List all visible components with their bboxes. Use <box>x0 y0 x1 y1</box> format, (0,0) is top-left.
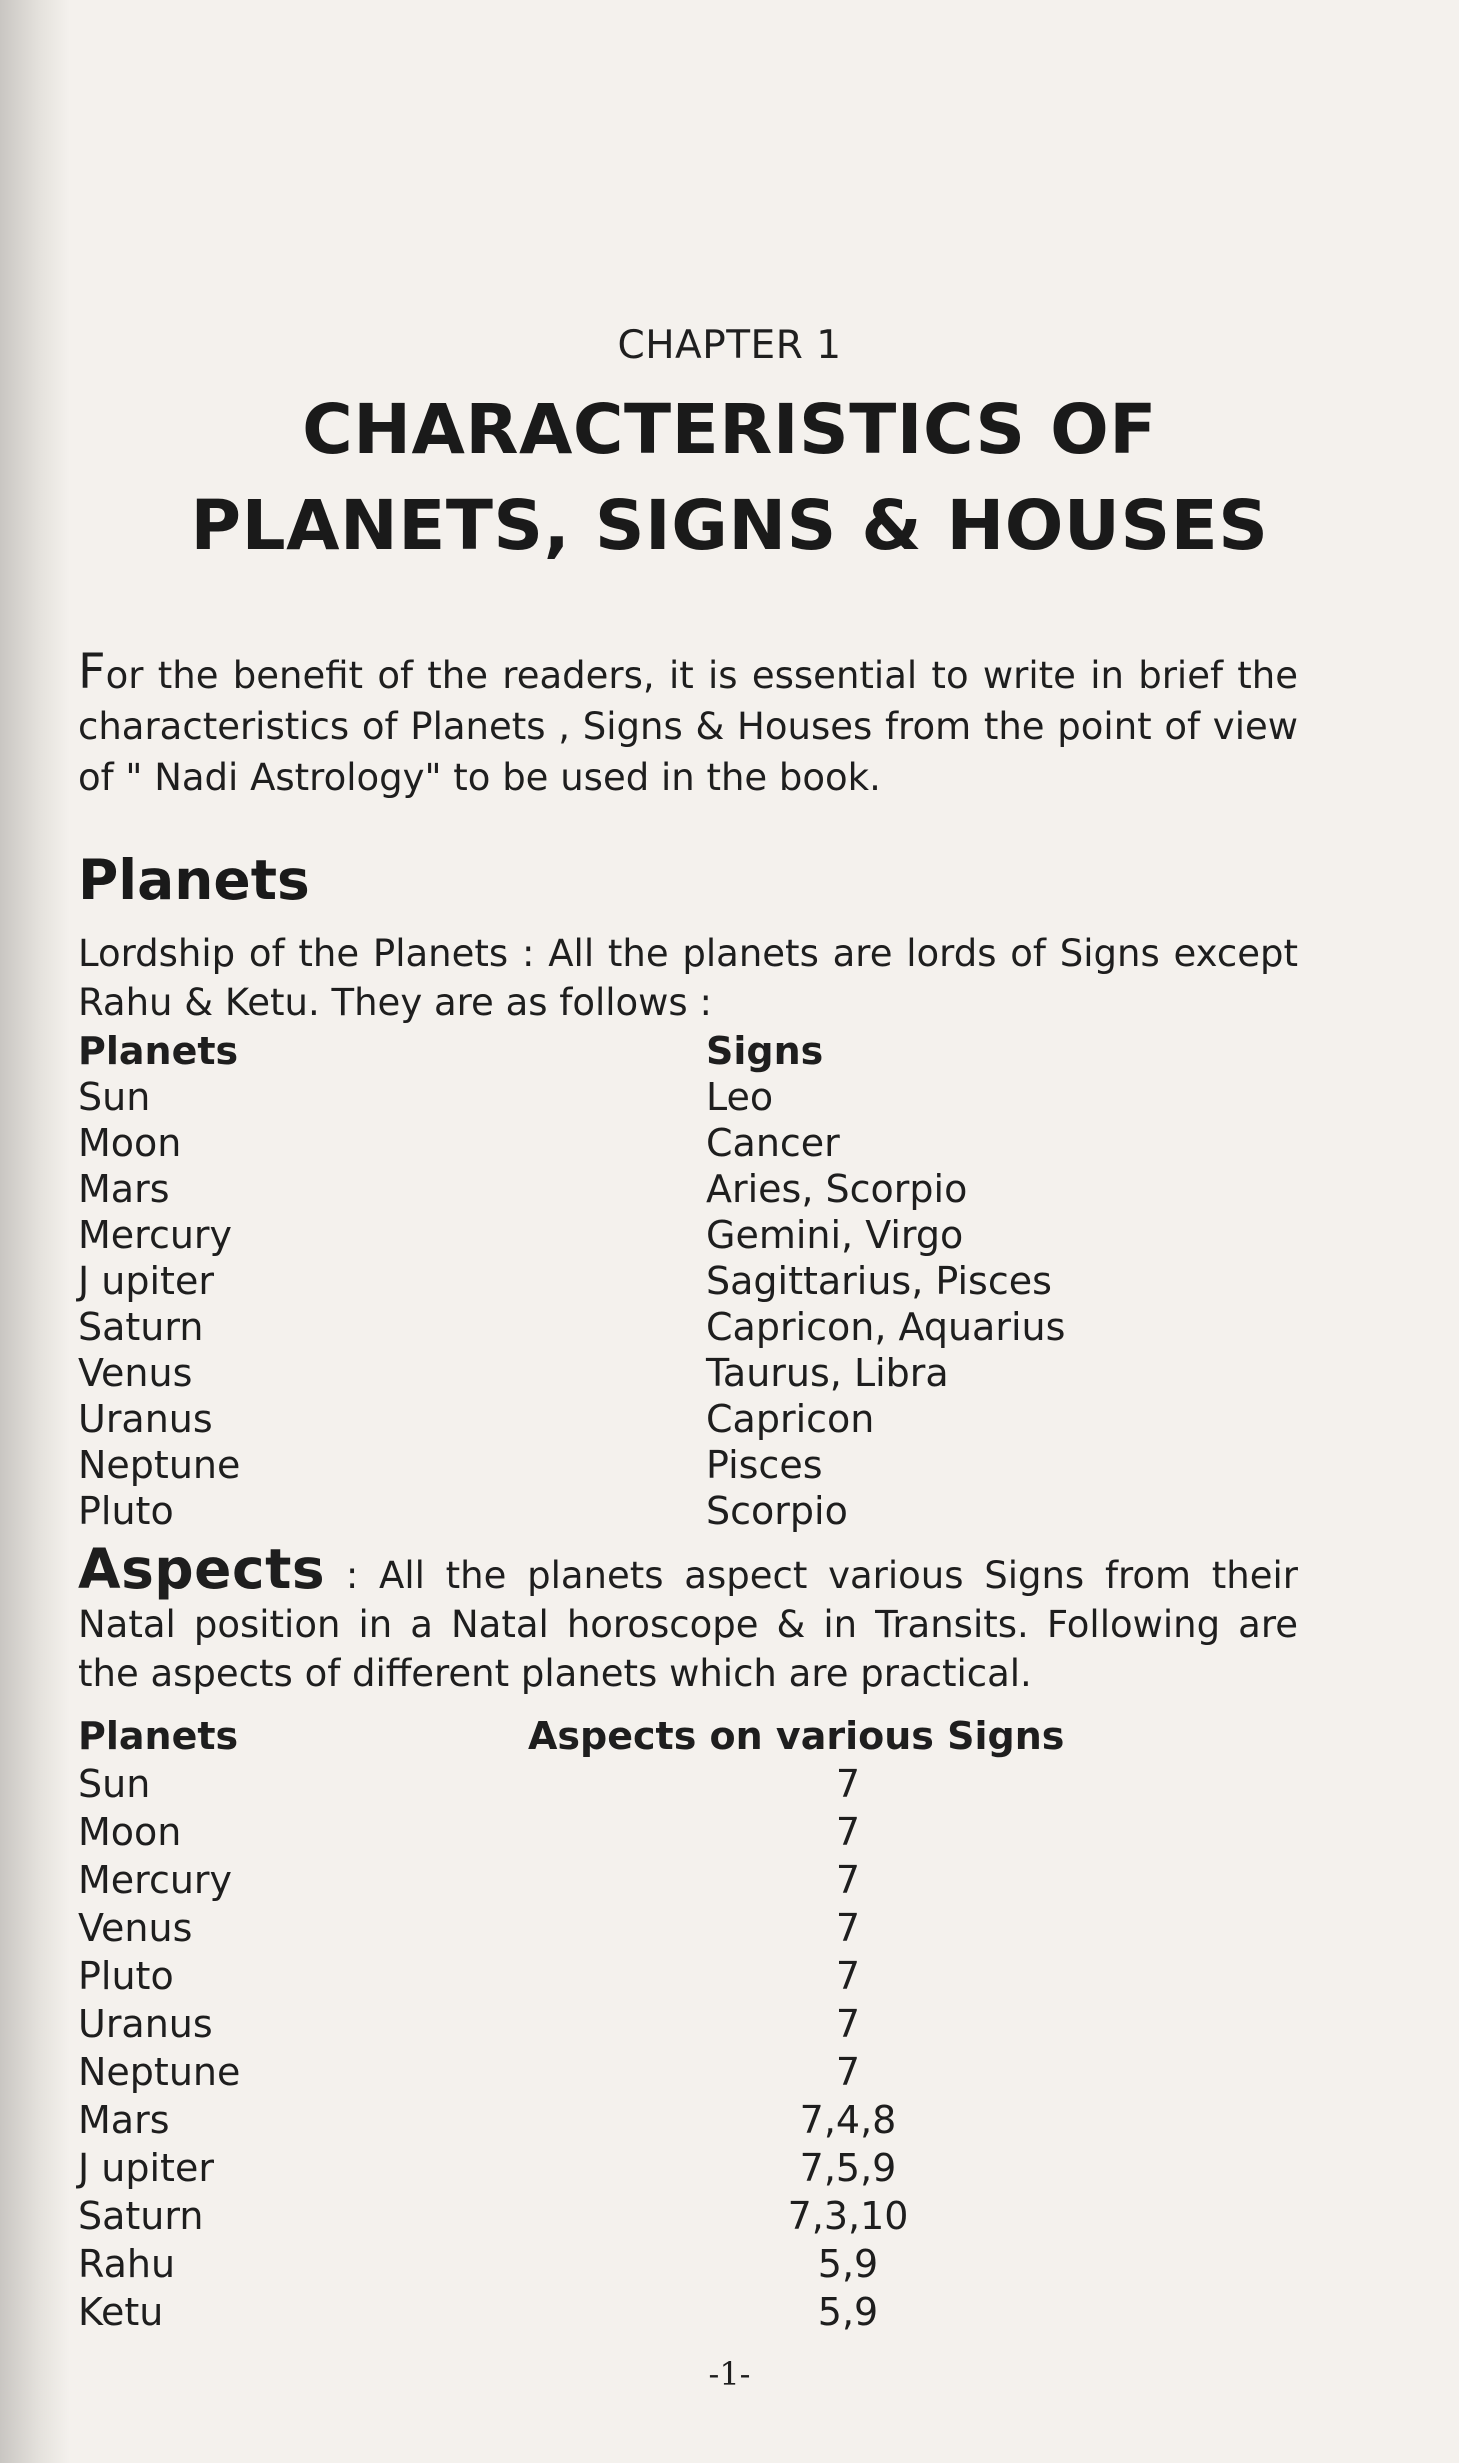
column-header-planets: Planets <box>78 1714 239 1758</box>
sign-cell: Pisces <box>706 1443 823 1487</box>
aspects-heading: Aspects <box>78 1537 326 1601</box>
aspect-cell: 7 <box>835 1810 861 1854</box>
aspect-cell: 7,3,10 <box>787 2194 909 2238</box>
sign-cell: Scorpio <box>706 1489 848 1533</box>
sign-cell: Gemini, Virgo <box>706 1213 964 1257</box>
planet-cell: Mercury <box>78 1858 233 1902</box>
table-row <box>78 2096 1318 2144</box>
table-row <box>78 2000 1318 2048</box>
table-row <box>78 2192 1318 2240</box>
aspect-cell: 7 <box>835 2002 861 2046</box>
planet-cell: Uranus <box>78 2002 213 2046</box>
planet-cell: Venus <box>78 1351 193 1395</box>
column-header-aspects: Aspects on various Signs <box>528 1714 1065 1758</box>
planet-cell: Mars <box>78 2098 170 2142</box>
intro-dropcap: F <box>78 644 106 700</box>
planet-cell: Mercury <box>78 1213 233 1257</box>
column-header-signs: Signs <box>706 1029 824 1073</box>
aspects-table <box>78 1712 1318 2336</box>
aspect-cell: 7,5,9 <box>799 2146 897 2190</box>
column-header-planets: Planets <box>78 1029 239 1073</box>
planet-cell: Pluto <box>78 1954 174 1998</box>
table-row <box>78 2240 1318 2288</box>
sign-cell: Leo <box>706 1075 774 1119</box>
aspects-paragraph <box>78 1537 1298 1698</box>
table-row <box>78 1856 1318 1904</box>
table-row <box>78 1952 1318 2000</box>
planet-cell: J upiter <box>78 1259 214 1303</box>
intro-paragraph <box>78 644 1298 803</box>
table-row <box>78 2048 1318 2096</box>
planet-cell: Ketu <box>78 2290 164 2334</box>
planet-cell: Pluto <box>78 1489 174 1533</box>
planet-cell: Rahu <box>78 2242 176 2286</box>
table-row <box>78 1304 1318 1350</box>
table-row <box>78 2144 1318 2192</box>
aspect-cell: 5,9 <box>817 2242 879 2286</box>
table-row <box>78 1120 1318 1166</box>
planet-cell: Saturn <box>78 2194 204 2238</box>
aspect-cell: 7 <box>835 1906 861 1950</box>
table-row <box>78 1212 1318 1258</box>
lordship-table <box>78 1028 1318 1534</box>
lordship-paragraph: Lordship of the Planets : All the planets are lords of Signs except Rahu & Ketu. They are as follows : <box>78 932 1298 1024</box>
planet-cell: Mars <box>78 1167 170 1211</box>
aspect-cell: 7 <box>835 2050 861 2094</box>
planet-cell: Neptune <box>78 1443 241 1487</box>
planet-cell: Sun <box>78 1762 151 1806</box>
aspects-table-header <box>78 1712 1318 1760</box>
planet-cell: Uranus <box>78 1397 213 1441</box>
aspect-cell: 7 <box>835 1858 861 1902</box>
planet-cell: Venus <box>78 1906 193 1950</box>
aspect-cell: 7 <box>835 1954 861 1998</box>
planet-cell: Moon <box>78 1810 182 1854</box>
table-row <box>78 1760 1318 1808</box>
table-row <box>78 1166 1318 1212</box>
sign-cell: Capricon <box>706 1397 875 1441</box>
planet-cell: Saturn <box>78 1305 204 1349</box>
table-row <box>78 1904 1318 1952</box>
sign-cell: Sagittarius, Pisces <box>706 1259 1052 1303</box>
aspects-text: : All the planets aspect various Signs from their Natal position in a Natal horoscope & in Transits. Following are the aspects of different planets which are practical. <box>78 1554 1298 1695</box>
intro-text: or the benefit of the readers, it is essential to write in brief the characteristics of Planets , Signs & Houses from the point of view of " Nadi Astrology" to be used in the book. <box>78 654 1298 799</box>
aspect-cell: 7,4,8 <box>799 2098 897 2142</box>
sign-cell: Aries, Scorpio <box>706 1167 968 1211</box>
planet-cell: Sun <box>78 1075 151 1119</box>
table-row <box>78 1808 1318 1856</box>
lordship-table-header <box>78 1028 1318 1074</box>
chapter-title-line-1: CHARACTERISTICS OF <box>302 390 1157 470</box>
aspect-cell: 5,9 <box>817 2290 879 2334</box>
table-row <box>78 1074 1318 1120</box>
chapter-title <box>0 382 1459 574</box>
sign-cell: Taurus, Libra <box>706 1351 949 1395</box>
planet-cell: Neptune <box>78 2050 241 2094</box>
table-row <box>78 1258 1318 1304</box>
planet-cell: J upiter <box>78 2146 214 2190</box>
table-row <box>78 1396 1318 1442</box>
planets-heading: Planets <box>78 848 310 912</box>
table-row <box>78 1442 1318 1488</box>
sign-cell: Cancer <box>706 1121 840 1165</box>
table-row <box>78 1488 1318 1534</box>
sign-cell: Capricon, Aquarius <box>706 1305 1066 1349</box>
aspect-cell: 7 <box>835 1762 861 1806</box>
table-row <box>78 2288 1318 2336</box>
table-row <box>78 1350 1318 1396</box>
chapter-label: CHAPTER 1 <box>617 323 842 368</box>
planet-cell: Moon <box>78 1121 182 1165</box>
chapter-title-line-2: PLANETS, SIGNS & HOUSES <box>190 486 1269 566</box>
page-number: -1- <box>708 2355 751 2393</box>
